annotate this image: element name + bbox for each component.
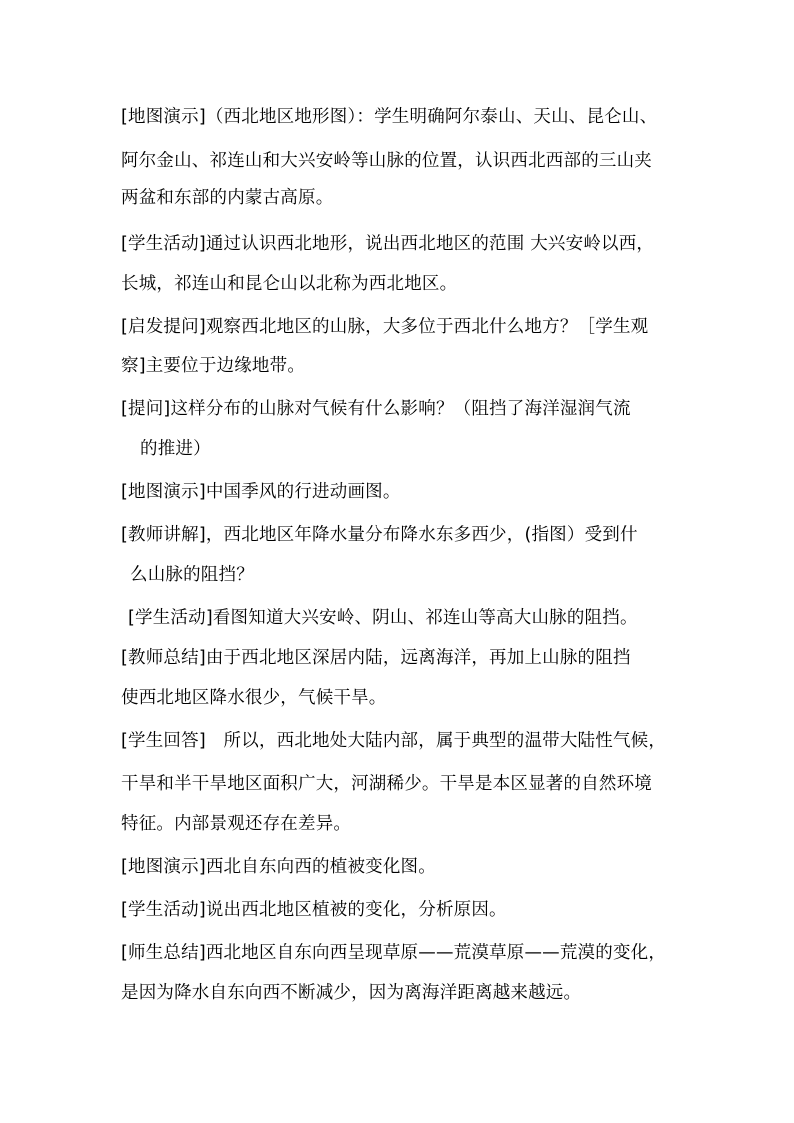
text-line: 特征。内部景观还存在差异。: [121, 814, 352, 834]
text-line: 两盆和东部的内蒙古高原。: [121, 188, 334, 208]
text-line: 么山脉的阻挡？: [130, 565, 254, 585]
text-line: [地图演示]（西北地区地形图）：学生明确阿尔泰山、天山、昆仑山、: [121, 107, 658, 127]
text-line: [学生活动]说出西北地区植被的变化，分析原因。: [121, 900, 507, 920]
text-line: 是因为降水自东向西不断减少，因为离海洋距离越来越远。: [121, 983, 582, 1003]
text-line: [启发提问]观察西北地区的山脉，大多位于西北什么地方？［学生观: [121, 317, 649, 337]
text-line: [教师总结]由于西北地区深居内陆，远离海洋，再加上山脉的阻挡: [121, 648, 631, 668]
text-line: [教师讲解]，西北地区年降水量分布降水东多西少，(指图）受到什: [121, 525, 638, 545]
text-line: [地图演示]西北自东向西的植被变化图。: [121, 857, 436, 877]
text-line: 察]主要位于边缘地带。: [121, 356, 306, 376]
text-line: 使西北地区降水很少，气候干旱。: [121, 688, 387, 708]
text-line: 干旱和半干旱地区面积广大，河湖稀少。干旱是本区显著的自然环境: [121, 774, 652, 794]
text-line: [师生总结]西北地区自东向西呈现草原——荒漠草原——荒漠的变化，: [121, 943, 667, 963]
text-line: [学生回答] 所以，西北地处大陆内部，属于典型的温带大陆性气候，: [121, 731, 667, 751]
text-line: [地图演示]中国季风的行进动画图。: [121, 482, 401, 502]
text-line: [提问]这样分布的山脉对气候有什么影响？（阻挡了海洋湿润气流: [121, 399, 631, 419]
text-line: [学生活动]看图知道大兴安岭、阴山、祁连山等高大山脉的阻挡。: [128, 608, 638, 628]
text-line: 阿尔金山、祁连山和大兴安岭等山脉的位置，认识西北西部的三山夹: [121, 151, 652, 171]
text-line: [学生活动]通过认识西北地形，说出西北地区的范围 大兴安岭以西，: [121, 234, 655, 254]
text-line: 的推进）: [140, 439, 211, 459]
text-line: 长城，祁连山和昆仑山以北称为西北地区。: [121, 274, 458, 294]
